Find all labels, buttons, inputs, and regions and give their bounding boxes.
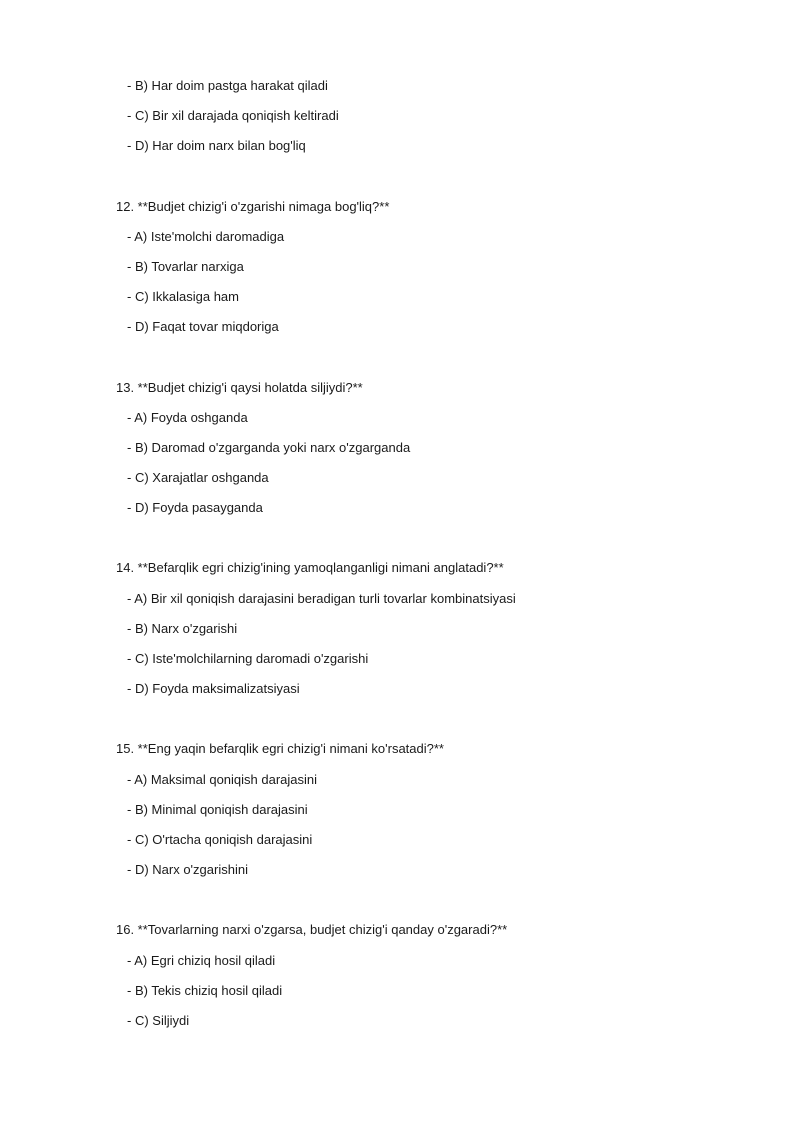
spacer (116, 890, 756, 920)
option-item: - B) Har doim pastga harakat qiladi (127, 78, 328, 93)
option-item: - B) Narx o'zgarishi (127, 620, 238, 636)
option-item: - B) Minimal qoniqish darajasini (127, 801, 308, 817)
spacer (116, 528, 756, 558)
option-item: - C) Iste'molchilarning daromadi o'zgarishi (127, 651, 369, 666)
option-item: - A) Foyda oshganda (127, 409, 248, 425)
question-text: 14. **Befarqlik egri chizig'ining yamoqlanganligi nimani anglatadi?** (116, 560, 504, 576)
question-text: 12. **Budjet chizig'i o'zgarishi nimaga bog'liq?** (116, 198, 390, 214)
option-item: - D) Faqat tovar miqdoriga (127, 319, 279, 335)
option-item: - A) Egri chiziq hosil qiladi (127, 952, 276, 968)
option-item: - A) Maksimal qoniqish darajasini (127, 771, 318, 787)
option-item: - C) Ikkalasiga ham (127, 289, 239, 305)
option-item: - B) Tekis chiziq hosil qiladi (127, 982, 283, 998)
spacer (116, 709, 756, 739)
spacer (116, 348, 756, 378)
option-item: - D) Narx o'zgarishini (127, 862, 248, 878)
question-text: 13. **Budjet chizig'i qaysi holatda siljiydi?** (116, 379, 363, 395)
option-item: - C) O'rtacha qoniqish darajasini (127, 831, 313, 847)
document-content (116, 76, 756, 1041)
option-item: - B) Daromad o'zgarganda yoki narx o'zgarganda (127, 439, 411, 455)
option-item: - B) Tovarlar narxiga (127, 258, 244, 274)
option-item: - C) Bir xil darajada qoniqish keltiradi (127, 108, 339, 124)
option-item: - A) Bir xil qoniqish darajasini beradigan turli tovarlar kombinatsiyasi (127, 590, 516, 606)
option-item: - C) Siljiydi (127, 1012, 190, 1028)
option-item: - A) Iste'molchi daromadiga (127, 228, 285, 244)
option-item: - C) Xarajatlar oshganda (127, 470, 269, 486)
question-text: 16. **Tovarlarning narxi o'zgarsa, budjet chizig'i qanday o'zgaradi?** (116, 922, 508, 938)
spacer (116, 167, 756, 197)
option-item: - D) Har doim narx bilan bog'liq (127, 138, 306, 154)
option-item: - D) Foyda pasayganda (127, 500, 263, 516)
option-item: - D) Foyda maksimalizatsiyasi (127, 681, 300, 697)
question-text: 15. **Eng yaqin befarqlik egri chizig'i nimani ko'rsatadi?** (116, 741, 444, 757)
